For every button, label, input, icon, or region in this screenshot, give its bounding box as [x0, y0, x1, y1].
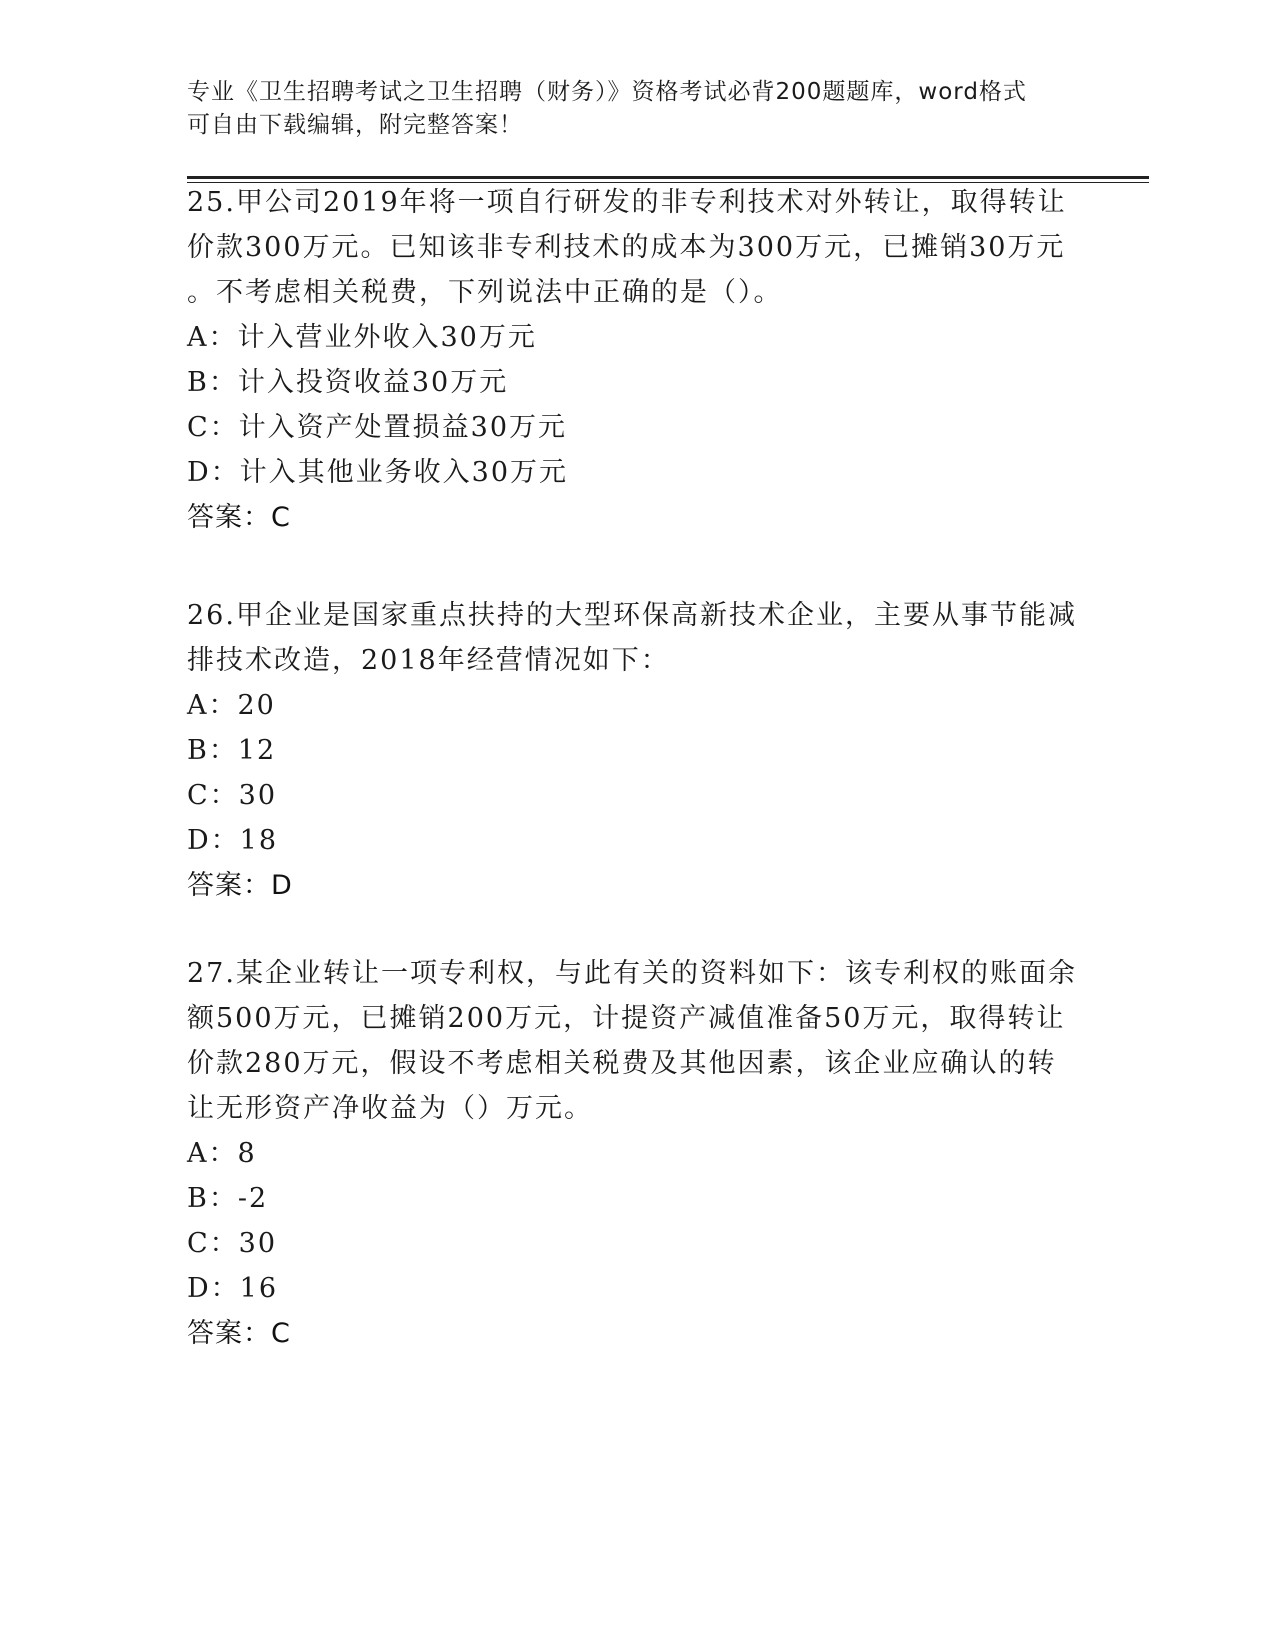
answer: 答案：C	[187, 1318, 291, 1349]
question-stem-line: 额500万元，已摊销200万元，计提资产减值准备50万元，取得转让	[187, 1003, 1066, 1034]
question-stem-line: 价款280万元，假设不考虑相关税费及其他因素，该企业应确认的转	[187, 1048, 1057, 1079]
option-d: D：18	[187, 825, 279, 856]
question-stem-line: 。不考虑相关税费，下列说法中正确的是（）。	[187, 277, 783, 308]
header-divider-thick	[187, 176, 1149, 179]
header-line-2: 可自由下载编辑，附完整答案！	[187, 112, 523, 138]
question-stem-line: 让无形资产净收益为（）万元。	[187, 1093, 593, 1124]
option-b: B：12	[187, 735, 277, 766]
question-stem-line: 26.甲企业是国家重点扶持的大型环保高新技术企业，主要从事节能减	[187, 600, 1077, 631]
option-c: C：计入资产处置损益30万元	[187, 412, 568, 443]
question-26	[187, 593, 1087, 908]
option-c: C：30	[187, 1228, 278, 1259]
answer: 答案：D	[187, 870, 293, 901]
answer: 答案：C	[187, 502, 291, 533]
question-stem-line: 价款300万元。已知该非专利技术的成本为300万元，已摊销30万元	[187, 232, 1066, 263]
question-stem-line: 25.甲公司2019年将一项自行研发的非专利技术对外转让，取得转让	[187, 187, 1067, 218]
document-header	[187, 76, 1067, 142]
option-d: D：16	[187, 1273, 279, 1304]
option-a: A：8	[187, 1138, 257, 1169]
option-a: A：计入营业外收入30万元	[187, 322, 537, 353]
option-d: D：计入其他业务收入30万元	[187, 457, 569, 488]
header-line-1: 专业《卫生招聘考试之卫生招聘（财务）》资格考试必背200题题库，word格式	[187, 79, 1027, 105]
option-b: B：-2	[187, 1183, 269, 1214]
option-c: C：30	[187, 780, 278, 811]
question-stem-line: 排技术改造，2018年经营情况如下：	[187, 645, 670, 676]
option-b: B：计入投资收益30万元	[187, 367, 509, 398]
option-a: A：20	[187, 690, 276, 721]
question-27	[187, 951, 1087, 1356]
question-stem-line: 27.某企业转让一项专利权，与此有关的资料如下：该专利权的账面余	[187, 958, 1077, 989]
question-25	[187, 180, 1087, 540]
